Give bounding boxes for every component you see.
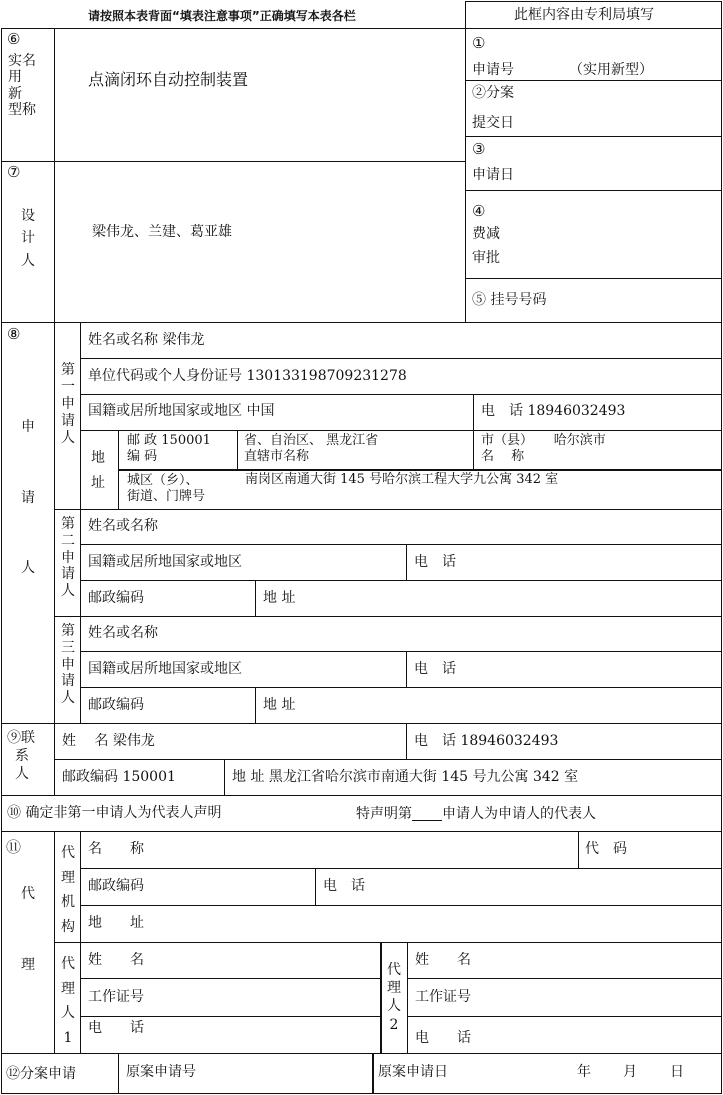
office-registered-no-label: ⑤ 挂号号码 — [472, 292, 547, 308]
divisional-application-label: ⑫分案申请 — [6, 1066, 76, 1082]
applicant1-nationality-row — [88, 404, 274, 418]
province-label-line1: 省、自治区、 — [244, 433, 323, 448]
section6-mark: ⑥ — [7, 30, 21, 48]
date-month: 月 — [623, 1064, 637, 1080]
line-ob-2 — [465, 136, 722, 137]
office-submission-date-label: 提交日 — [472, 115, 514, 131]
line-s11-2 — [80, 905, 722, 906]
line-s11-5b — [407, 1016, 722, 1017]
line-s11-code — [578, 831, 579, 868]
original-application-date-label: 原案申请日 — [378, 1064, 448, 1080]
section6-label-line: 型称 — [8, 102, 36, 119]
street-label-line1: 城区（乡）、 — [127, 473, 199, 488]
province-label-line2: 直辖市名称 — [244, 448, 310, 464]
applicant1-id-label: 单位代码或个人身份证号 — [88, 368, 242, 384]
line-a1-2 — [80, 394, 722, 395]
applicant1-province-value[interactable]: 黑龙江省 — [326, 433, 379, 448]
agent2-phone-label: 电 话 — [415, 1030, 471, 1046]
agency-postcode-label: 邮政编码 — [88, 878, 144, 894]
line-y795 — [1, 795, 722, 796]
original-application-no-label: 原案申请号 — [126, 1064, 196, 1080]
line-s11-agent-split — [380, 942, 382, 1053]
section11-mark: ⑪ — [6, 838, 22, 856]
section9-label-line: 系 — [15, 748, 29, 765]
line-ob-4 — [465, 278, 722, 279]
contact-address-label: 地 址 — [232, 769, 265, 785]
applicant3-name-label: 姓名或名称 — [88, 625, 158, 641]
applicant1-street-value[interactable]: 南岗区南通大街 145 号哈尔滨工程大学九公寓 342 室 — [245, 472, 559, 487]
applicant1-province — [244, 433, 378, 464]
agent1-phone-label: 电 话 — [88, 1020, 144, 1036]
line-a2-end — [54, 616, 722, 617]
section8-label-char: 人 — [21, 560, 35, 576]
section7-label — [20, 205, 36, 272]
line-s11-4b — [407, 978, 722, 979]
contact-phone-value[interactable]: 18946032493 — [460, 733, 559, 749]
line-a3-1 — [80, 651, 722, 652]
line-a1-1 — [80, 358, 722, 359]
agent1-cert-label: 工作证号 — [88, 989, 144, 1005]
applicant3-address-label: 地 址 — [263, 697, 296, 713]
line-a1-post — [237, 430, 238, 469]
line-s11-4 — [80, 978, 380, 979]
line-s12-b — [372, 1053, 374, 1094]
applicant1-name-label — [88, 333, 204, 347]
line-s11-1 — [80, 868, 722, 869]
city-label-line1: 市（县） — [481, 433, 534, 448]
representative-declaration-label: ⑩ 确定非第一申请人为代表人声明 — [7, 805, 222, 821]
applicant1-phone-label: 电 话 — [481, 403, 523, 419]
contact-postcode-label: 邮政编码 — [62, 769, 118, 785]
frame-left — [1, 28, 2, 1094]
line-y723 — [1, 723, 722, 724]
agency-name-label: 名 称 — [88, 841, 144, 857]
agent2-cert-label: 工作证号 — [415, 989, 471, 1005]
line-a1-phone — [473, 394, 474, 469]
agency-address-label: 地 址 — [88, 915, 144, 931]
designers-value[interactable]: 梁伟龙、兰建、葛亚雄 — [92, 224, 232, 240]
applicant1-side-label: 第一申请人 — [61, 362, 75, 447]
contact-address-row — [232, 770, 578, 784]
office-application-type: （实用新型） — [569, 62, 653, 78]
section6-label-line: 实名 — [8, 53, 36, 69]
applicant1-name-label-text: 姓名或名称 — [88, 332, 158, 348]
section8-label-char: 请 — [21, 490, 35, 506]
applicant1-postcode-value[interactable]: 150001 — [161, 433, 211, 448]
contact-phone-label: 电 话 — [414, 733, 456, 749]
applicant3-nationality-label: 国籍或居所地国家或地区 — [88, 661, 242, 677]
agency-side-label: 代理机构 — [61, 845, 75, 935]
agent2-side-label: 代理人2 — [387, 962, 401, 1033]
frame-right — [721, 1, 722, 1094]
line-ob-3 — [465, 190, 722, 191]
applicant1-name-value[interactable]: 梁伟龙 — [162, 332, 205, 348]
office-item1-mark: ① — [472, 34, 486, 52]
contact-name-label: 姓 名 — [62, 733, 109, 749]
section8-mark: ⑧ — [7, 325, 21, 343]
office-division-label: ②分案 — [472, 85, 514, 101]
applicant1-nationality-label: 国籍或居所地国家或地区 — [88, 403, 242, 419]
office-box-left — [465, 1, 466, 322]
applicant3-phone-label: 电 话 — [414, 661, 456, 677]
representative-statement — [356, 806, 596, 821]
line-a2-1 — [80, 544, 722, 545]
section6-label-line: 新 — [8, 85, 22, 102]
agency-phone-label: 电 话 — [323, 878, 365, 894]
agent2-name-label: 姓 名 — [415, 952, 471, 968]
applicant1-street — [127, 473, 205, 504]
applicant1-city — [481, 433, 606, 464]
office-approval-label: 审批 — [472, 250, 500, 266]
line-s12-a — [118, 1053, 119, 1094]
line-y831 — [1, 831, 722, 832]
line-y322 — [1, 322, 722, 323]
contact-name-value[interactable]: 梁伟龙 — [112, 733, 155, 749]
line-y1053 — [1, 1053, 722, 1054]
line-y161 — [1, 161, 465, 162]
office-item4-mark: ④ — [472, 202, 486, 220]
line-x54a — [54, 28, 55, 322]
applicant1-address-label: 地址 — [91, 450, 105, 492]
line-x54b — [54, 322, 55, 723]
contact-postcode-row — [62, 770, 176, 784]
contact-postcode-value[interactable]: 150001 — [122, 769, 176, 785]
applicant2-name-label: 姓名或名称 — [88, 518, 158, 534]
applicant3-postcode-label: 邮政编码 — [88, 697, 144, 713]
line-a2-addr — [255, 580, 256, 616]
city-label-line2: 名 称 — [481, 448, 525, 464]
line-s11-5 — [80, 1016, 380, 1017]
line-x80 — [80, 322, 81, 723]
section9-label-line: 人 — [15, 766, 29, 783]
applicant1-id-value[interactable]: 130133198709231278 — [246, 368, 407, 384]
line-a3-2 — [80, 687, 722, 688]
agent1-name-label: 姓 名 — [88, 952, 144, 968]
applicant1-phone-row — [481, 404, 625, 418]
line-a1-4 — [118, 469, 722, 471]
section9-label — [7, 729, 35, 784]
line-a1-3 — [80, 430, 722, 431]
line-a3-phone — [406, 651, 407, 687]
office-box-top — [465, 1, 722, 2]
representative-number-blank[interactable] — [412, 806, 442, 821]
line-a2-phone — [406, 544, 407, 580]
line-ob-1 — [465, 80, 722, 81]
section6-label-line: 用 — [8, 69, 22, 86]
applicant1-nationality-value[interactable]: 中国 — [246, 403, 275, 419]
office-filing-date-label: 申请日 — [472, 167, 514, 183]
applicant2-postcode-label: 邮政编码 — [88, 590, 144, 606]
applicant1-phone-value[interactable]: 18946032493 — [527, 403, 626, 419]
line-s9-phone — [406, 723, 407, 759]
line-s9-mid — [54, 759, 722, 760]
form-instruction: 请按照本表背面“填表注意事项”正确填写本表各栏 — [88, 9, 356, 23]
section7-label-line: 设 — [21, 208, 35, 224]
contact-address-value[interactable]: 黑龙江省哈尔滨市南通大街 145 号九公寓 342 室 — [268, 769, 579, 785]
line-y28 — [1, 28, 722, 29]
line-s11-agent2-label — [407, 942, 408, 1053]
office-item3-mark: ③ — [472, 140, 486, 158]
line-s11-phone — [315, 868, 316, 905]
section7-label-line: 人 — [21, 252, 35, 269]
postcode-label-line2: 编 码 — [127, 448, 158, 464]
section6-label — [8, 53, 44, 119]
office-fee-reduction-label: 费减 — [472, 226, 500, 242]
applicant3-side-label: 第三申请人 — [61, 623, 75, 707]
line-a3-addr — [255, 687, 256, 723]
applicant2-nationality-label: 国籍或居所地国家或地区 — [88, 554, 242, 570]
section8-label-char: 申 — [21, 419, 35, 435]
section9-label-line: ⑨联 — [7, 730, 35, 746]
statement-prefix: 特声明第 — [356, 806, 412, 822]
agency-code-label: 代 码 — [585, 841, 627, 857]
office-box-title: 此框内容由专利局填写 — [514, 7, 654, 23]
line-a2-2 — [80, 580, 722, 581]
contact-name-row — [62, 734, 155, 748]
date-day: 日 — [670, 1064, 684, 1080]
applicant2-address-label: 地 址 — [263, 590, 296, 606]
line-s11-3 — [54, 942, 722, 943]
applicant2-side-label: 第二申请人 — [61, 516, 75, 600]
statement-suffix: 申请人为申请人的代表人 — [442, 806, 596, 822]
line-s9-addr — [224, 759, 225, 795]
applicant1-city-value[interactable]: 哈尔滨市 — [553, 433, 606, 448]
line-a1-end — [54, 509, 722, 510]
utility-model-name[interactable]: 点滴闭环自动控制装置 — [88, 70, 249, 89]
agent1-side-label: 代理人1 — [61, 956, 75, 1046]
applicant1-postcode-label — [127, 433, 211, 464]
office-application-no-label: 申请号 — [472, 62, 514, 78]
contact-phone-row — [414, 734, 558, 748]
section7-label-line: 计 — [21, 230, 35, 247]
section7-mark: ⑦ — [7, 163, 21, 181]
applicant2-phone-label: 电 话 — [414, 554, 456, 570]
postcode-label-line1: 邮 政 — [127, 433, 158, 448]
street-label-line2: 街道、门牌号 — [127, 488, 206, 504]
date-year: 年 — [577, 1064, 591, 1080]
section11-label-char: 理 — [21, 957, 35, 973]
frame-bottom — [1, 1093, 722, 1094]
applicant1-id-row — [88, 369, 407, 383]
section11-label-char: 代 — [21, 886, 35, 902]
